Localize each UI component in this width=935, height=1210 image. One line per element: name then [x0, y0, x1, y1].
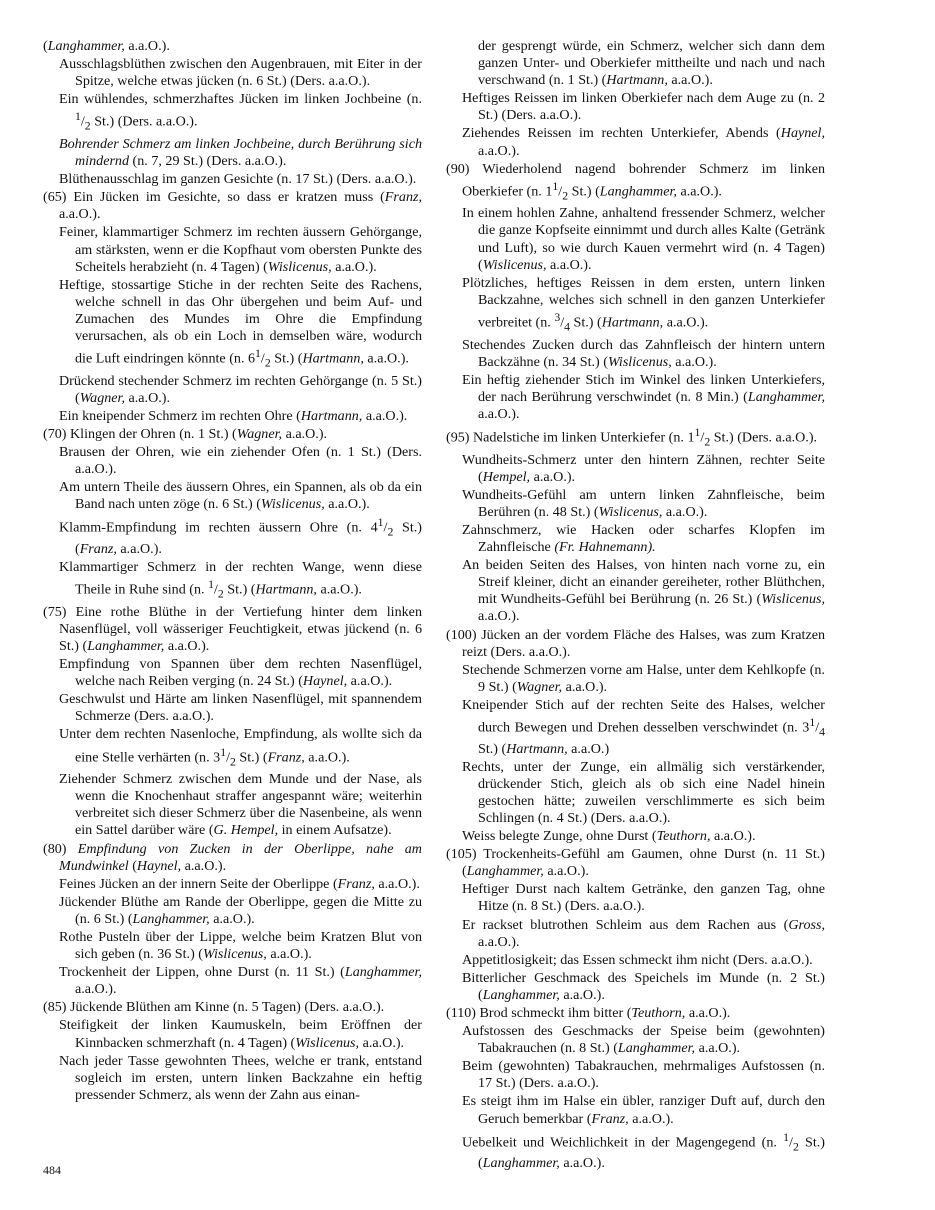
left-column [43, 38, 422, 1104]
numbered-entry: (105) Trockenheits-Gefühl am Gaumen, ohne Durst (n. 11 St.) (Langhammer, a.a.O.). [446, 846, 825, 880]
entry-paragraph: Kneipender Stich auf der rechten Seite des Halses, welcher durch Bewegen und Drehen desselben verschwindet (n. $3^1/_4$ St.) (Hartmann, a.a.O.) [462, 696, 825, 757]
entry-paragraph: Feines Jücken an der innern Seite der Oberlippe (Franz, a.a.O.). [59, 875, 420, 892]
entry-paragraph: Rothe Pusteln über der Lippe, welche beim Kratzen Blut von sich geben (n. 36 St.) (Wislicenus, a.a.O.). [59, 929, 422, 963]
entry-paragraph: Bitterlicher Geschmack des Speichels im Munde (n. 2 St.) (Langhammer, a.a.O.). [462, 969, 825, 1003]
entry-paragraph: Plötzliches, heftiges Reissen in dem ersten, untern linken Backzahne, welches sich schnell in den ganzen Unterkiefer verbreitet (n. $^3/_4$ St.) (Hartmann, a.a.O.). [462, 274, 825, 334]
numbered-entry: (100) Jücken an der vordem Fläche des Halses, was zum Kratzen reizt (Ders. a.a.O.). [446, 626, 825, 660]
entry-paragraph: Feiner, klammartiger Schmerz im rechten äussern Gehörgange, am stärksten, wenn er die Kopfhaut vom obersten Punkte des Scheitels herabzieht (n. 4 Tagen) (Wislicenus, a.a.O.). [59, 224, 422, 275]
entry-paragraph: (Langhammer, a.a.O.). [43, 38, 170, 54]
entry-paragraph: Weiss belegte Zunge, ohne Durst (Teuthorn, a.a.O.). [462, 828, 756, 845]
entry-paragraph: In einem hohlen Zahne, anhaltend fressender Schmerz, welcher die ganze Kopfseite einnimmt und durch alles Kalte (Getränk und Luft), so wie durch Kauen vermehrt wird (n. 4 Tagen) (Wislicenus, a.a.O.). [462, 205, 825, 273]
numbered-entry: (95) Nadelstiche im linken Unterkiefer (n. $1^1/_2$ St.) (Ders. a.a.O.). [446, 425, 818, 449]
entry-paragraph: Stechendes Zucken durch das Zahnfleisch der hintern untern Backzähne (n. 34 St.) (Wislicenus, a.a.O.). [462, 336, 825, 370]
entry-paragraph: Nach jeder Tasse gewohnten Thees, welche er trank, entstand sogleich im ersten, untern linken Backzahne ein heftig pressender Schmerz, als wenn der Zahn aus einan- [59, 1052, 422, 1103]
entry-paragraph: Klamm-Empfindung im rechten äussern Ohre (n. $4^1/_2$ St.) (Franz, a.a.O.). [59, 516, 423, 558]
entry-paragraph: Unter dem rechten Nasenloche, Empfindung, als wollte sich da eine Stelle verhärten (n. $3^1/_2$ St.) (Franz, a.a.O.). [59, 726, 422, 769]
right-column [446, 38, 825, 1172]
entry-paragraph: Jückender Blüthe am Rande der Oberlippe, gegen die Mitte zu (n. 6 St.) (Langhammer, a.a.O.). [59, 893, 422, 927]
entry-paragraph: Blüthenausschlag im ganzen Gesichte (n. 17 St.) (Ders. a.a.O.). [59, 171, 417, 188]
entry-paragraph: Heftiges Reissen im linken Oberkiefer nach dem Auge zu (n. 2 St.) (Ders. a.a.O.). [462, 90, 825, 124]
entry-paragraph: Aufstossen des Geschmacks der Speise beim (gewohnten) Tabakrauchen (n. 8 St.) (Langhammer, a.a.O.). [462, 1023, 825, 1057]
entry-paragraph: Es steigt ihm im Halse ein übler, ranziger Duft auf, durch den Geruch bemerkbar (Franz, a.a.O.). [462, 1093, 825, 1127]
entry-paragraph: Wundheits-Schmerz unter den hintern Zähnen, rechter Seite (Hempel, a.a.O.). [462, 451, 825, 485]
entry-paragraph: Beim (gewohnten) Tabakrauchen, mehrmaliges Aufstossen (n. 17 St.) (Ders. a.a.O.). [462, 1058, 825, 1092]
entry-paragraph: Steifigkeit der linken Kaumuskeln, beim Eröffnen der Kinnbacken schmerzhaft (n. 4 Tagen) (Wislicenus, a.a.O.). [59, 1017, 422, 1051]
entry-paragraph: Uebelkeit und Weichlichkeit in der Magengegend (n. $^1/_2$ St.) (Langhammer, a.a.O.). [462, 1130, 825, 1172]
entry-paragraph: Er rackset blutrothen Schleim aus dem Rachen aus (Gross, a.a.O.). [462, 916, 825, 950]
numbered-entry: (85) Jückende Blüthen am Kinne (n. 5 Tagen) (Ders. a.a.O.). [43, 999, 385, 1016]
entry-paragraph: Geschwulst und Härte am linken Nasenflügel, mit spannendem Schmerze (Ders. a.a.O.). [59, 691, 422, 725]
entry-paragraph: Ein kneipender Schmerz im rechten Ohre (Hartmann, a.a.O.). [59, 407, 408, 424]
numbered-entry: (65) Ein Jücken im Gesichte, so dass er kratzen muss (Franz, a.a.O.). [43, 189, 422, 223]
entry-paragraph: Stechende Schmerzen vorne am Halse, unter dem Kehlkopfe (n. 9 St.) (Wagner, a.a.O.). [462, 661, 825, 695]
entry-paragraph: Wundheits-Gefühl am untern linken Zahnfleische, beim Berühren (n. 48 St.) (Wislicenus, a.a.O.). [462, 486, 825, 520]
numbered-entry: (90) Wiederholend nagend bohrender Schmerz im linken Oberkiefer (n. $1^1/_2$ St.) (Langhammer, a.a.O.). [446, 160, 825, 203]
entry-paragraph: An beiden Seiten des Halses, von hinten nach vorne zu, ein Streif kleiner, dicht an einander gereiheter, rother Blüthchen, mit Wundheits-Gefühl bei Berührung (n. 26 St.) (Wislicenus, a.a.O.). [462, 557, 825, 625]
entry-paragraph: Zahnschmerz, wie Hacken oder scharfes Klopfen im Zahnfleische (Fr. Hahnemann). [462, 521, 825, 556]
entry-paragraph: Appetitlosigkeit; das Essen schmeckt ihm nicht (Ders. a.a.O.). [462, 951, 813, 968]
entry-paragraph: Ziehendes Reissen im rechten Unterkiefer, Abends (Haynel, a.a.O.). [462, 125, 825, 159]
entry-paragraph: Ein heftig ziehender Stich im Winkel des linken Unterkiefers, der nach Berührung verschwindet (n. 8 Min.) (Langhammer, a.a.O.). [462, 371, 825, 422]
entry-paragraph: Rechts, unter der Zunge, ein allmälig sich verstärkender, drückender Stich, gleich als ob sich eine Nadel hinein gestochen hätte; zuweilen verschlimmerte es sich beim Schlingen (n. 4 St.) (Ders. a.a.O.). [462, 758, 825, 826]
entry-paragraph: Ein wühlendes, schmerzhaftes Jücken im linken Jochbeine (n. $^1/_2$ St.) (Ders. a.a.O.). [59, 91, 422, 133]
entry-paragraph: Bohrender Schmerz am linken Jochbeine, durch Berührung sich mindernd (n. 7, 29 St.) (Ders. a.a.O.). [59, 135, 422, 170]
entry-paragraph: Am untern Theile des äussern Ohres, ein Spannen, als ob da ein Band nach unten zöge (n. 6 St.) (Wislicenus, a.a.O.). [59, 479, 422, 513]
entry-paragraph: der gesprengt würde, ein Schmerz, welcher sich dann dem ganzen Unter- und Oberkiefer mittheilte und nach und nach verschwand (n. 1 St.) (Hartmann, a.a.O.). [478, 38, 825, 89]
entry-paragraph: Heftiger Durst nach kaltem Getränke, den ganzen Tag, ohne Hitze (n. 8 St.) (Ders. a.a.O.). [462, 881, 825, 915]
entry-paragraph: Ausschlagsblüthen zwischen den Augenbrauen, mit Eiter in der Spitze, welche etwas jücken (n. 6 St.) (Ders. a.a.O.). [59, 56, 422, 90]
page-number: 484 [43, 1163, 61, 1177]
entry-paragraph: Klammartiger Schmerz in der rechten Wange, wenn diese Theile in Ruhe sind (n. $^1/_2$ St.) (Hartmann, a.a.O.). [59, 559, 422, 601]
numbered-entry: (75) Eine rothe Blüthe in der Vertiefung hinter dem linken Nasenflügel, voll wässeriger Feuchtigkeit, etwas jückend (n. 6 St.) (Langhammer, a.a.O.). [43, 603, 422, 654]
entry-paragraph: Trockenheit der Lippen, ohne Durst (n. 11 St.) (Langhammer, a.a.O.). [59, 964, 422, 998]
entry-paragraph: Drückend stechender Schmerz im rechten Gehörgange (n. 5 St.) (Wagner, a.a.O.). [59, 372, 422, 406]
entry-paragraph: Brausen der Ohren, wie ein ziehender Ofen (n. 1 St.) (Ders. a.a.O.). [59, 444, 422, 478]
numbered-entry: (110) Brod schmeckt ihm bitter (Teuthorn, a.a.O.). [446, 1004, 731, 1021]
numbered-entry: (70) Klingen der Ohren (n. 1 St.) (Wagner, a.a.O.). [43, 425, 328, 442]
entry-paragraph: Ziehender Schmerz zwischen dem Munde und der Nase, als wenn die Knochenhaut straffer angespannt wäre; weiterhin verbreitet sich dieser Schmerz über die Nasenbeine, als wenn ein Sattel darüber wäre (G. Hempel, in einem Aufsatze). [59, 771, 422, 839]
entry-paragraph: Empfindung von Spannen über dem rechten Nasenflügel, welche nach Reiben verging (n. 24 St.) (Haynel, a.a.O.). [59, 656, 422, 690]
entry-paragraph: Heftige, stossartige Stiche in der rechten Seite des Rachens, welche schnell in das Ohr übergehen und beim Auf- und Zumachen des Mundes im Ohre die Empfindung verursachen, als ob ein Loch in demselben wäre, wodurch die Luft eindringen könnte (n. $6^1/_2$ St.) (Hartmann, a.a.O.). [59, 276, 422, 370]
numbered-entry: (80) Empfindung von Zucken in der Oberlippe, nahe am Mundwinkel (Haynel, a.a.O.). [43, 840, 422, 874]
